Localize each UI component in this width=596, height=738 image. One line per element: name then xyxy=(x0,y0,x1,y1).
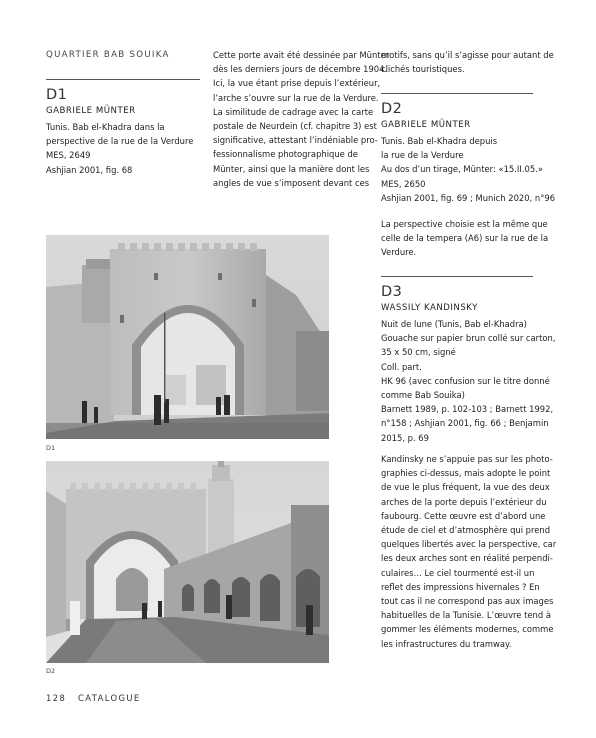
detail-line: Au dos d’un tirage, Münter: «15.II.05.» xyxy=(381,164,543,175)
detail-line: MES, 2649 xyxy=(46,150,91,161)
text-line: angles de vue s’imposent devant ces xyxy=(213,177,370,188)
text-line: l’arche s’ouvre sur la rue de la Verdure. xyxy=(213,92,379,103)
text-line: habituelles de la Tunisie. L’œuvre tend à xyxy=(381,610,551,621)
detail-line: 35 x 50 cm, signé xyxy=(381,347,456,358)
entry-author-d3: WASSILY KANDINSKY xyxy=(381,303,478,313)
text-line: Münter, ainsi que la manière dont les xyxy=(213,163,370,174)
text-line: faubourg. Cette œuvre est d’abord une xyxy=(381,510,546,521)
right-paragraph-top xyxy=(381,48,554,76)
divider xyxy=(381,276,533,277)
detail-line: Tunis. Bab el-Khadra dans la xyxy=(46,122,165,132)
footer-section: CATALOGUE xyxy=(78,693,141,703)
text-line: de vue le plus fréquent, la vue des deux xyxy=(381,482,550,493)
text-line: tout cas il ne correspond pas aux images xyxy=(381,596,554,607)
text-line: fessionnalisme photographique de xyxy=(213,149,358,160)
entry-number-d2: D2 xyxy=(381,101,403,117)
text-line: La similitude de cadrage avec la carte xyxy=(213,106,374,117)
detail-line: la rue de la Verdure xyxy=(381,150,464,161)
detail-line: Coll. part. xyxy=(381,361,422,372)
detail-line: comme Bab Souika) xyxy=(381,390,465,401)
photo-bab-el-khadra-d1 xyxy=(46,235,329,439)
text-line: significative, attestant l’indéniable pro- xyxy=(213,135,378,146)
entry-author-d1: GABRIELE MÜNTER xyxy=(46,106,136,116)
text-line: motifs, sans qu’il s’agisse pour autant de xyxy=(381,50,554,60)
text-line: celle de la tempera (A6) sur la rue de la xyxy=(381,233,549,244)
caption-d1: D1 xyxy=(46,444,56,452)
text-line: gommer les éléments modernes, comme xyxy=(381,624,554,635)
text-line: Verdure. xyxy=(381,247,417,258)
detail-line: Tunis. Bab el-Khadra depuis xyxy=(381,136,498,146)
section-header: QUARTIER BAB SOUIKA xyxy=(46,50,170,60)
detail-line: Ashjian 2001, fig. 69 ; Munich 2020, n°96 xyxy=(381,192,556,203)
text-line: culaires… Le ciel tourmenté est-il un xyxy=(381,567,535,578)
detail-line: Nuit de lune (Tunis, Bab el-Khadra) xyxy=(381,319,527,329)
photo-bab-el-khadra-d2 xyxy=(46,461,329,663)
text-line: clichés touristiques. xyxy=(381,64,465,75)
entry-details-d1 xyxy=(46,120,193,177)
text-line: dès les derniers jours de décembre 1904. xyxy=(213,64,388,75)
text-line: quelques libertés avec la perspective, car xyxy=(381,539,557,550)
text-line: postale de Neurdein (cf. chapitre 3) est xyxy=(213,121,377,132)
detail-line: MES, 2650 xyxy=(381,178,426,189)
text-line: graphies ci-dessus, mais adopte le point xyxy=(381,468,551,479)
entry-description-d3 xyxy=(381,452,556,651)
text-line: les deux arches sont en réalité perpendi- xyxy=(381,553,553,564)
entry-details-d2 xyxy=(381,134,555,205)
divider xyxy=(46,79,200,80)
detail-line: HK 96 (avec confusion sur le titre donné xyxy=(381,375,550,386)
entry-number-d3: D3 xyxy=(381,284,403,300)
detail-line: Gouache sur papier brun collé sur carton, xyxy=(381,333,556,344)
text-line: les infrastructures du tramway. xyxy=(381,638,512,649)
detail-line: perspective de la rue de la Verdure xyxy=(46,136,194,147)
text-line: arches de la porte depuis l’extérieur du xyxy=(381,496,547,507)
middle-paragraph xyxy=(213,48,389,190)
detail-line: 2015, p. 69 xyxy=(381,432,429,443)
entry-note-d2 xyxy=(381,217,548,260)
text-line: Kandinsky ne s’appuie pas sur les photo- xyxy=(381,454,553,464)
detail-line: Barnett 1989, p. 102-103 ; Barnett 1992, xyxy=(381,404,554,415)
text-line: étude de ciel et d’atmosphère qui prend xyxy=(381,525,551,536)
detail-line: n°158 ; Ashjian 2001, fig. 66 ; Benjamin xyxy=(381,418,549,429)
entry-author-d2: GABRIELE MÜNTER xyxy=(381,120,471,130)
entry-number-d1: D1 xyxy=(46,87,68,103)
text-line: Cette porte avait été dessinée par Münter xyxy=(213,50,390,60)
entry-details-d3 xyxy=(381,317,555,445)
page-number: 128 xyxy=(46,693,67,703)
text-line: Ici, la vue étant prise depuis l’extérieur, xyxy=(213,78,381,89)
divider xyxy=(381,93,533,94)
caption-d2: D2 xyxy=(46,667,56,675)
text-line: La perspective choisie est la même que xyxy=(381,219,548,229)
detail-line: Ashjian 2001, fig. 68 xyxy=(46,164,133,175)
text-line: reflet des impressions hivernales ? En xyxy=(381,581,540,592)
